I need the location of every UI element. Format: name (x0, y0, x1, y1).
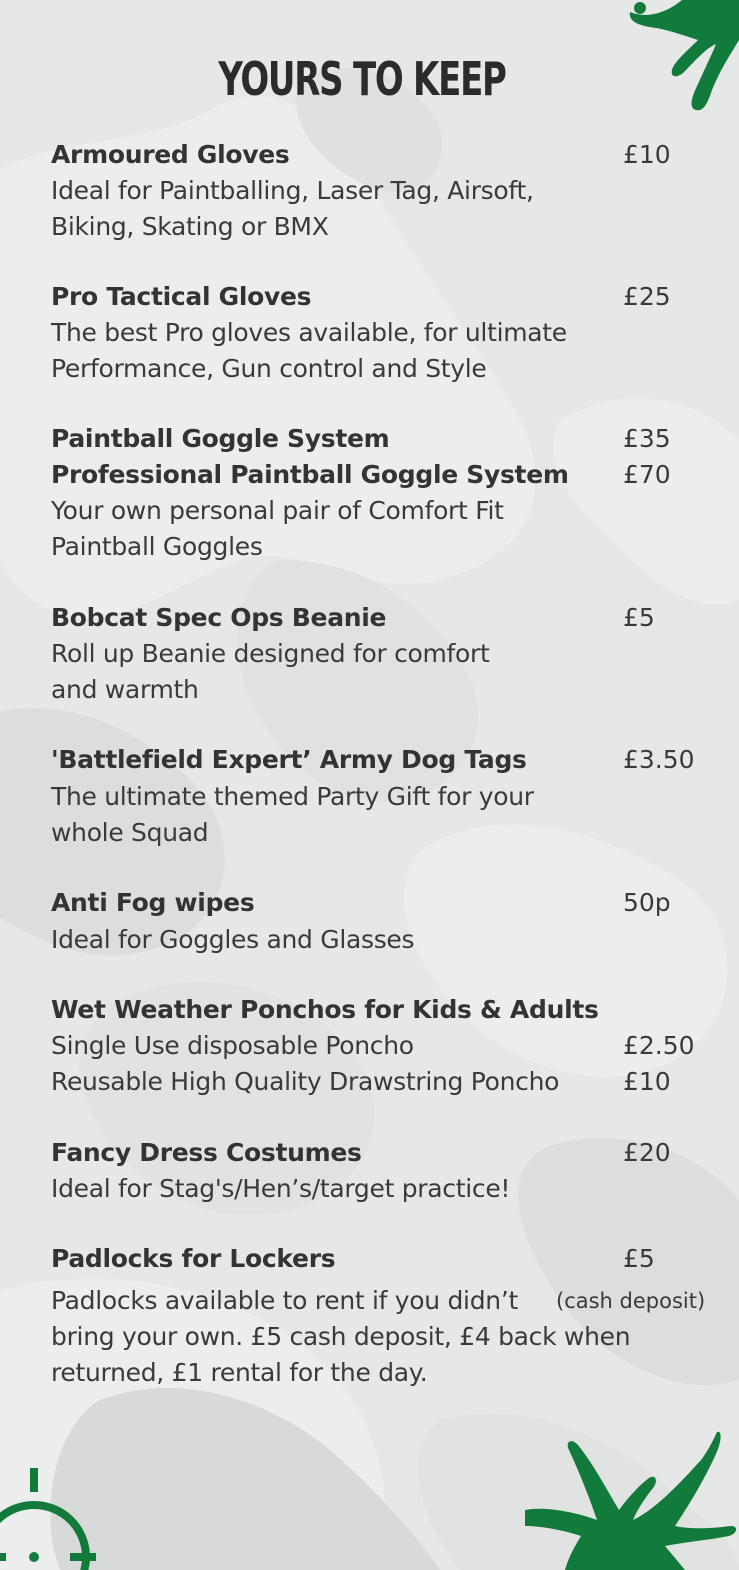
option-price: £10 (623, 1067, 671, 1096)
item-description: The ultimate themed Party Gift for your (51, 782, 534, 811)
item-description: Ideal for Goggles and Glasses (51, 925, 415, 954)
item-price: £70 (623, 460, 671, 489)
item-description: whole Squad (51, 818, 209, 847)
item-name: Fancy Dress Costumes (51, 1138, 362, 1167)
item-price: £10 (623, 140, 671, 169)
item-description: bring your own. £5 cash deposit, £4 back when (51, 1322, 631, 1351)
item-name: Bobcat Spec Ops Beanie (51, 603, 387, 632)
item-description: Ideal for Paintballing, Laser Tag, Airsoft, (51, 176, 534, 205)
item-price: £35 (623, 424, 671, 453)
item-name: Padlocks for Lockers (51, 1244, 336, 1273)
item-name: 'Battlefield Expert’ Army Dog Tags (51, 745, 527, 774)
item-price: 50p (623, 888, 671, 917)
option-label: Reusable High Quality Drawstring Poncho (51, 1067, 560, 1096)
item-name: Pro Tactical Gloves (51, 282, 312, 311)
option-label: Single Use disposable Poncho (51, 1031, 414, 1060)
price-note: (cash deposit) (556, 1289, 706, 1313)
item-description: Biking, Skating or BMX (51, 212, 329, 241)
item-price: £3.50 (623, 745, 695, 774)
item-description: Performance, Gun control and Style (51, 354, 487, 383)
item-name: Anti Fog wipes (51, 888, 255, 917)
item-description: returned, £1 rental for the day. (51, 1358, 428, 1387)
item-name: Paintball Goggle System (51, 424, 390, 453)
option-price: £2.50 (623, 1031, 695, 1060)
item-description: and warmth (51, 675, 199, 704)
item-description: Ideal for Stag's/Hen’s/target practice! (51, 1174, 511, 1203)
item-description: Paintball Goggles (51, 532, 263, 561)
item-price: £20 (623, 1138, 671, 1167)
item-name: Professional Paintball Goggle System (51, 460, 569, 489)
item-name: Wet Weather Ponchos for Kids & Adults (51, 995, 599, 1024)
item-name: Armoured Gloves (51, 140, 290, 169)
item-description: Padlocks available to rent if you didn’t (51, 1286, 518, 1315)
item-price: £25 (623, 282, 671, 311)
item-description: The best Pro gloves available, for ultimate (51, 318, 567, 347)
item-description: Your own personal pair of Comfort Fit (51, 496, 504, 525)
item-description: Roll up Beanie designed for comfort (51, 639, 490, 668)
item-price: £5 (623, 1244, 655, 1273)
item-price: £5 (623, 603, 655, 632)
page-title: YOURS TO KEEP (218, 52, 506, 106)
